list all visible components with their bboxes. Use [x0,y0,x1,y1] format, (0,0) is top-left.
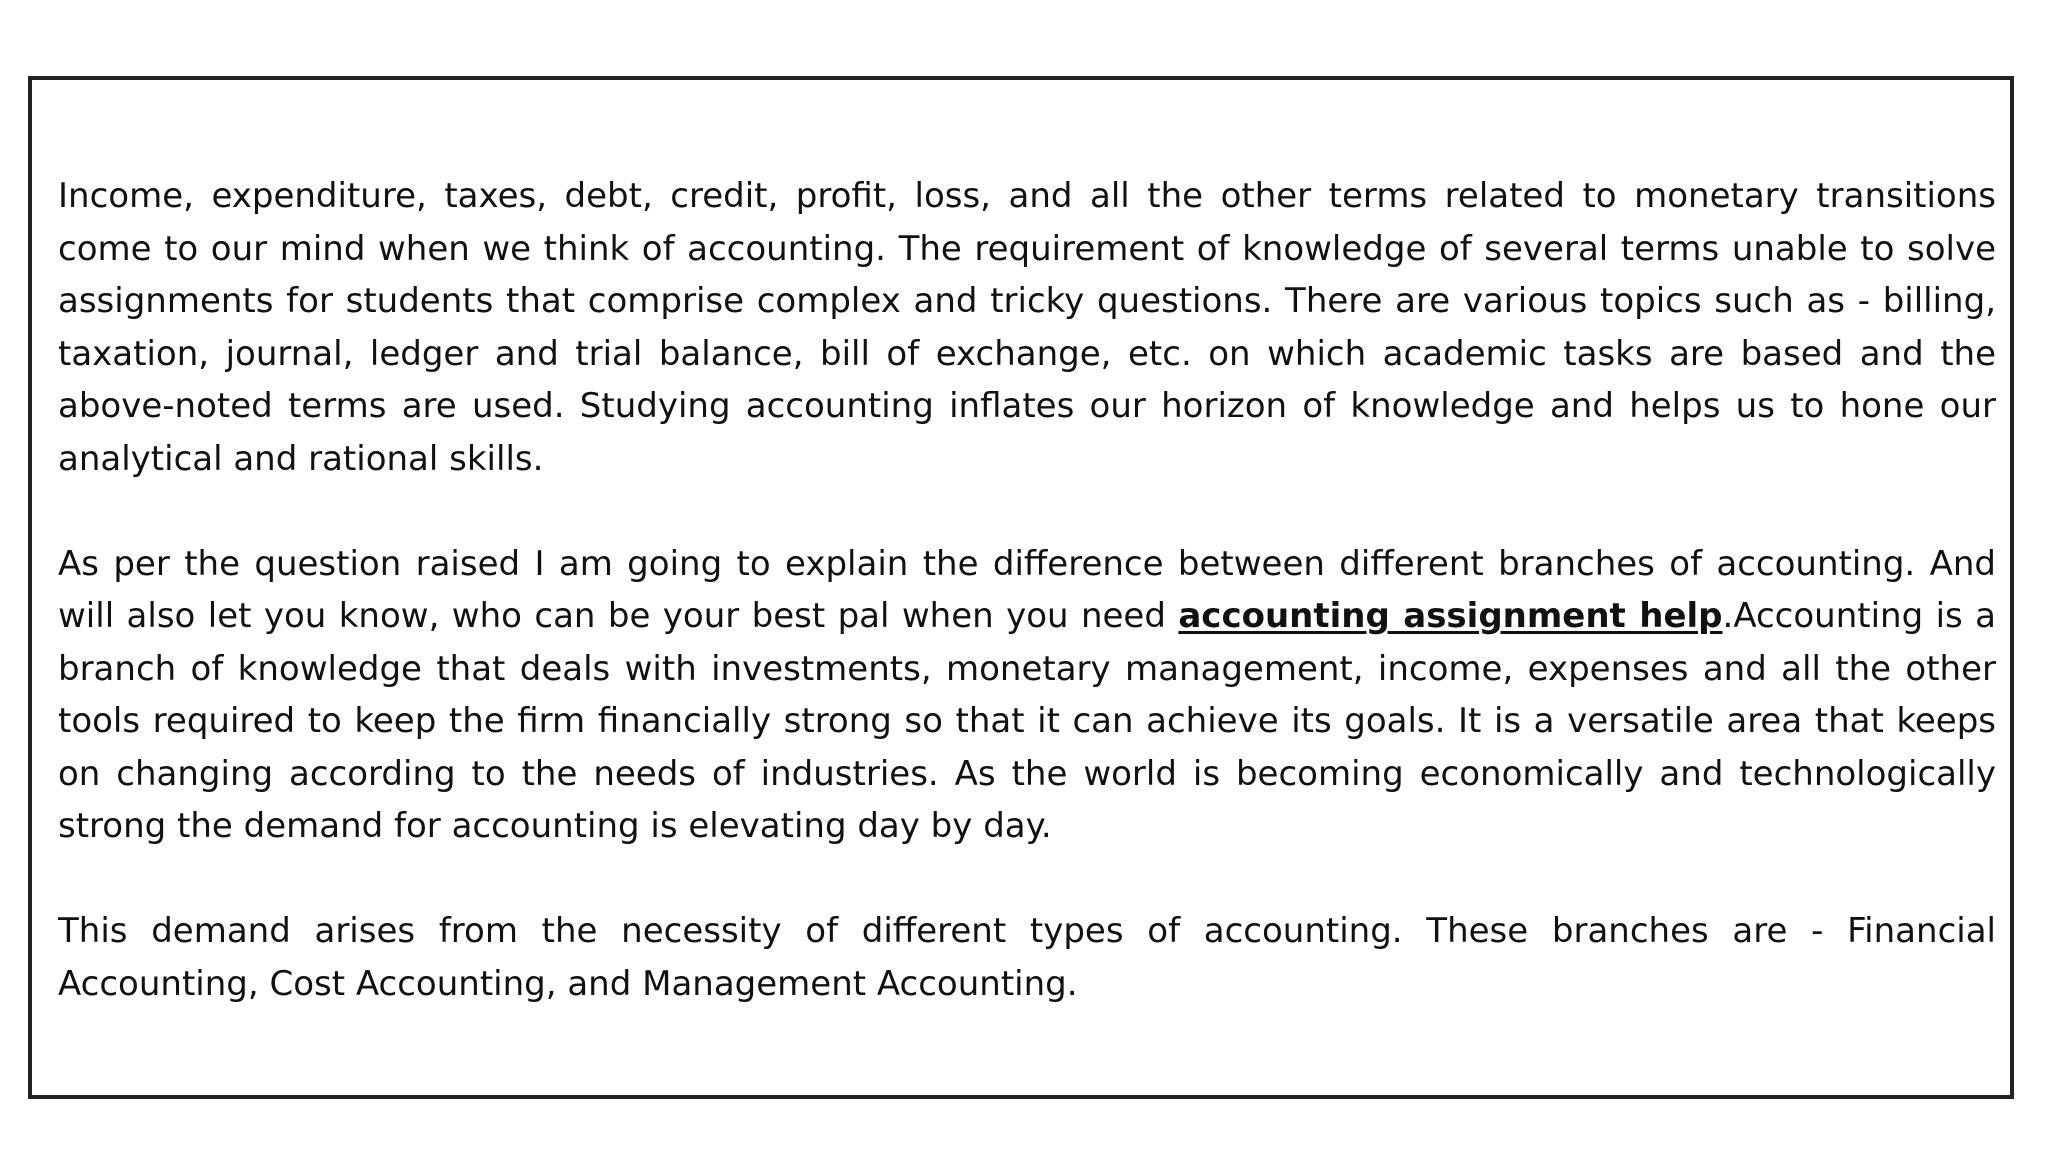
paragraph-intro: Income, expenditure, taxes, debt, credit, profit, loss, and all the other terms related to monetary transitions come to our mind when we think of accounting. The requirement of knowledge of several terms unable to solve assignments for students that comprise complex and tricky questions. There are various topics such as - billing, taxation, journal, ledger and trial balance, bill of exchange, etc. on which academic tasks are based and the above-noted terms are used. Studying accounting inflates our horizon of knowledge and helps us to hone our analytical and rational skills. [58,176,1996,479]
document-body [58,170,1996,1010]
paragraph-demand: This demand arises from the necessity of different types of accounting. These branches are - Financial Accounting, Cost Accounting, and Management Accounting. [58,911,1996,1004]
paragraph-branches-text-start: As per the question raised I am going to explain the difference between different branches of accounting. And will also let you know, who can be your best pal when you need [58,543,1996,636]
paragraph-branches-text-end: .Accounting is a branch of knowledge that deals with investments, monetary management, income, expenses and all the other tools required to keep the firm financially strong so that it can achieve its goals. It is a versatile area that keeps on changing according to the needs of industries. As the world is becoming economically and technologically strong the demand for accounting is elevating day by day. [58,596,1996,846]
paragraph-branches [58,538,1996,853]
accounting-assignment-help-link[interactable]: accounting assignment help [1178,596,1723,636]
